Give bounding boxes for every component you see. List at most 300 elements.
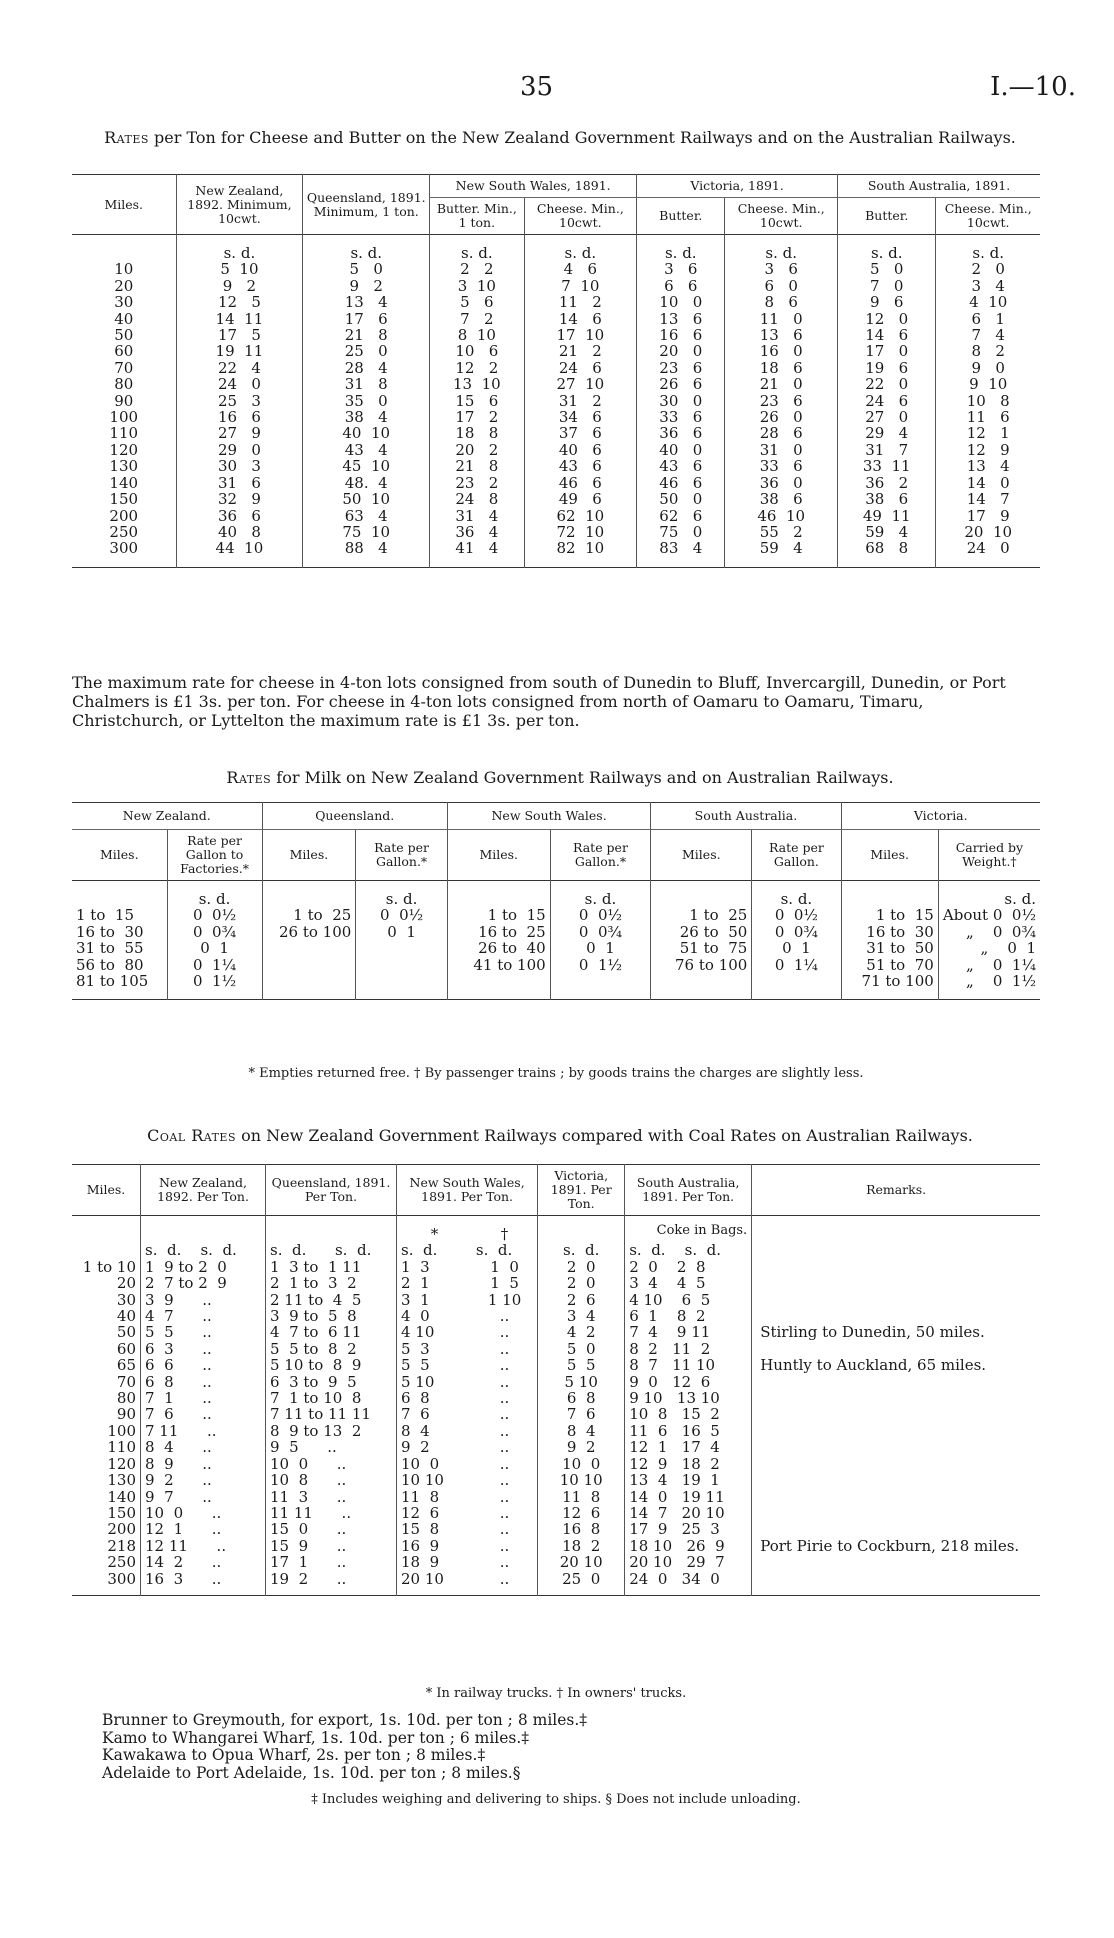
miles-cell: 140 <box>107 1487 136 1506</box>
table-row <box>72 327 1040 343</box>
rate-cell: 36 6 <box>176 508 303 524</box>
rate-cell: .. <box>499 1471 510 1490</box>
rate-cell: 6 8 <box>538 1390 625 1406</box>
rate-cell: 10 10 <box>397 1472 472 1488</box>
rate-cell: 23 6 <box>637 360 725 376</box>
sub-nsw-rate-header: Rate per Gallon.* <box>550 830 651 881</box>
rate-cell: 13 6 <box>637 311 725 327</box>
rate-cell: 43 6 <box>524 458 637 474</box>
rate-cell: 20 2 <box>430 442 524 458</box>
table-row <box>72 393 1040 409</box>
rate-cell: 14 7 20 10 <box>625 1505 752 1521</box>
rate-cell: 10 10 <box>538 1472 625 1488</box>
rate-cell: 3 6 <box>725 261 838 277</box>
rate-cell: 20 10 <box>936 524 1040 540</box>
table-row <box>72 1308 1040 1324</box>
rate-cell: 26 6 <box>637 376 725 392</box>
remarks-cell <box>752 1259 1040 1275</box>
rate-cell: 9 0 12 6 <box>625 1374 752 1390</box>
rate-cell: 36 0 <box>725 475 838 491</box>
unit-cell: s. d. <box>397 1242 472 1258</box>
rate-cell: 2 6 <box>538 1292 625 1308</box>
rate-cell: 1 9 to 2 0 <box>141 1259 266 1275</box>
rate-cell: 15 8 <box>397 1521 472 1537</box>
remarks-cell <box>752 1489 1040 1505</box>
rate-cell: 31 2 <box>524 393 637 409</box>
rate-cell: 13 4 19 1 <box>625 1472 752 1488</box>
sub-nsw-butter-header: Butter. Min., 1 ton. <box>430 198 524 235</box>
rate-cell: 6 3 .. <box>141 1341 266 1357</box>
miles-cell: 16 to 30 <box>841 924 938 940</box>
rate-cell: 31 8 <box>303 376 430 392</box>
rate-cell: 11 2 <box>524 294 637 310</box>
table-row <box>72 409 1040 425</box>
rate-cell: 20 10 <box>397 1571 472 1596</box>
rate-cell: 8 6 <box>725 294 838 310</box>
miles-cell: 70 <box>114 358 134 377</box>
miles-cell: 70 <box>116 1372 136 1391</box>
sub-sa-rate-header: Rate per Gallon. <box>752 830 841 881</box>
col-remarks-header: Remarks. <box>752 1165 1040 1216</box>
rate-cell: 5 6 <box>430 294 524 310</box>
rate-cell: 9 7 .. <box>141 1489 266 1505</box>
rate-cell: 8 7 11 10 <box>625 1357 752 1373</box>
rate-cell: 2 0 <box>538 1275 625 1291</box>
rate-cell: 24 8 <box>430 491 524 507</box>
rate-cell: .. <box>499 1323 510 1342</box>
rate-cell <box>356 973 448 1000</box>
rate-cell: 46 10 <box>725 508 838 524</box>
remarks-cell <box>752 1275 1040 1291</box>
rate-cell: 14 7 <box>936 491 1040 507</box>
milk-title-rest: for Milk on New Zealand Government Railways and on Australian Railways. <box>271 768 894 787</box>
rate-cell: 1 5 <box>490 1274 519 1293</box>
group-sa-header: South Australia. <box>651 803 841 830</box>
miles-cell: 51 to 75 <box>651 940 752 956</box>
remarks-cell <box>752 1292 1040 1308</box>
table-row <box>72 1406 1040 1422</box>
col-miles-header: Miles. <box>104 196 144 212</box>
rate-cell: 15 6 <box>430 393 524 409</box>
rate-cell: 12 1 17 4 <box>625 1439 752 1455</box>
sub-miles-header: Miles. <box>99 847 139 862</box>
unit-cell <box>447 881 550 908</box>
unit-cell: s. d. s. d. <box>266 1242 397 1258</box>
table-row <box>72 1374 1040 1390</box>
table-row <box>72 376 1040 392</box>
table-row <box>72 311 1040 327</box>
rate-cell: 5 10 <box>176 261 303 277</box>
rate-cell: 5 0 <box>538 1341 625 1357</box>
miles-cell: 200 <box>109 506 139 525</box>
miles-cell: 100 <box>107 1421 136 1440</box>
rate-cell: 12 1 .. <box>141 1521 266 1537</box>
unit-cell: s. d. <box>167 881 262 908</box>
remarks-cell <box>752 1554 1040 1570</box>
coal-title-prefix: Coal Rates <box>147 1126 236 1145</box>
table-row <box>72 1456 1040 1472</box>
miles-cell: 90 <box>116 1405 136 1424</box>
rate-cell: 7 6 <box>397 1406 472 1422</box>
rate-cell: 25 0 <box>538 1571 625 1596</box>
rate-cell: 11 11 .. <box>266 1505 397 1521</box>
remarks-cell <box>752 1505 1040 1521</box>
rate-cell: 2 1 to 3 2 <box>266 1275 397 1291</box>
rate-cell: 9 2 <box>397 1439 472 1455</box>
rate-cell: 5 0 <box>838 261 936 277</box>
col-nz-header: New Zealand, 1892. Per Ton. <box>141 1165 266 1216</box>
table-row <box>72 491 1040 507</box>
table-row <box>72 1439 1040 1455</box>
route-line: Kamo to Whangarei Wharf, 1s. 10d. per ton ; 6 miles.‡ <box>102 1728 530 1747</box>
rate-cell: 12 11 .. <box>141 1538 266 1554</box>
rate-cell: 40 6 <box>524 442 637 458</box>
rate-cell: 43 6 <box>637 458 725 474</box>
rate-cell: 24 6 <box>524 360 637 376</box>
rate-cell: 0 1¼ <box>752 957 841 973</box>
miles-cell: 130 <box>107 1471 136 1490</box>
rate-cell: 37 6 <box>524 425 637 441</box>
rate-cell: 6 6 .. <box>141 1357 266 1373</box>
miles-cell: 90 <box>114 391 134 410</box>
table-row <box>72 540 1040 567</box>
rate-cell: 5 5 .. <box>141 1324 266 1340</box>
rate-cell: 5 5 <box>397 1357 472 1373</box>
rate-cell: 13 6 <box>725 327 838 343</box>
rate-cell: 44 10 <box>176 540 303 567</box>
rate-cell: 9 0 <box>936 360 1040 376</box>
rate-cell: 48. 4 <box>303 475 430 491</box>
miles-cell: 150 <box>107 1503 136 1522</box>
sub-vic-rate-header: Carried by Weight.† <box>938 830 1040 881</box>
group-vic-header: Victoria, 1891. <box>637 175 838 198</box>
rate-cell: 7 6 .. <box>141 1406 266 1422</box>
symbol-cell <box>752 1216 1040 1243</box>
rate-cell: .. <box>499 1307 510 1326</box>
remarks-cell <box>752 1308 1040 1324</box>
rate-cell: 16 0 <box>725 343 838 359</box>
miles-cell: 110 <box>107 1438 136 1457</box>
rate-cell: 9 10 13 10 <box>625 1390 752 1406</box>
rate-cell: 3 6 <box>637 261 725 277</box>
miles-cell: 150 <box>109 490 139 509</box>
rate-cell: 20 10 29 7 <box>625 1554 752 1570</box>
rate-cell: 19 11 <box>176 343 303 359</box>
miles-cell: 30 <box>114 293 134 312</box>
miles-cell: 140 <box>109 473 139 492</box>
rate-cell: 32 9 <box>176 491 303 507</box>
miles-cell: 50 <box>114 326 134 345</box>
rate-cell: 33 6 <box>637 409 725 425</box>
rate-cell: 83 4 <box>637 540 725 567</box>
table-row <box>72 1571 1040 1596</box>
unit-cell: s. d. <box>475 1241 513 1260</box>
miles-cell: 65 <box>116 1356 136 1375</box>
table-row <box>72 1324 1040 1340</box>
remarks-cell <box>752 1390 1040 1406</box>
rate-cell: 24 6 <box>838 393 936 409</box>
rate-cell: 18 2 <box>538 1538 625 1554</box>
rate-cell: 36 6 <box>637 425 725 441</box>
group-vic-header: Victoria. <box>841 803 1040 830</box>
miles-cell: 300 <box>107 1569 136 1588</box>
rate-cell: „ 0 1½ <box>938 973 1040 1000</box>
remarks-cell <box>752 1423 1040 1439</box>
miles-cell: 40 <box>114 309 134 328</box>
group-nsw-header: New South Wales, 1891. <box>430 175 637 198</box>
rate-cell: 0 1 <box>356 924 448 940</box>
rate-cell: 38 4 <box>303 409 430 425</box>
rate-cell: 8 10 <box>430 327 524 343</box>
rate-cell: 21 8 <box>430 458 524 474</box>
rate-cell: 0 1¼ <box>167 957 262 973</box>
rate-cell: 21 8 <box>303 327 430 343</box>
sub-sa-cheese-header: Cheese. Min., 10cwt. <box>936 198 1040 235</box>
remarks-cell <box>752 1406 1040 1422</box>
rate-cell: 22 0 <box>838 376 936 392</box>
rate-cell: 21 0 <box>725 376 838 392</box>
miles-cell: 30 <box>116 1290 136 1309</box>
sub-miles-header: Miles. <box>651 830 752 881</box>
table-row <box>72 940 1040 956</box>
rate-cell: 7 10 <box>524 278 637 294</box>
rate-cell: 88 4 <box>303 540 430 567</box>
rate-cell: 4 2 <box>538 1324 625 1340</box>
miles-cell: 26 to 40 <box>447 940 550 956</box>
table-row <box>72 294 1040 310</box>
rate-cell: 4 10 <box>397 1324 472 1340</box>
route-line: Adelaide to Port Adelaide, 1s. 10d. per ton ; 8 miles.§ <box>102 1763 521 1782</box>
rate-cell: .. <box>499 1536 510 1555</box>
rate-cell: 59 4 <box>725 540 838 567</box>
miles-cell: 1 to 15 <box>76 906 134 925</box>
miles-cell: 51 to 70 <box>841 957 938 973</box>
rate-cell: 11 8 <box>397 1489 472 1505</box>
rate-cell: 15 0 .. <box>266 1521 397 1537</box>
rate-cell: 28 4 <box>303 360 430 376</box>
table-row <box>72 360 1040 376</box>
miles-cell: 250 <box>109 522 139 541</box>
rate-cell: 8 4 .. <box>141 1439 266 1455</box>
unit-row <box>72 881 1040 908</box>
rate-cell: 0 1½ <box>550 957 651 973</box>
rate-cell: 2 0 2 8 <box>625 1259 752 1275</box>
unit-cell: s. d. <box>752 881 841 908</box>
table-row <box>72 1505 1040 1521</box>
rate-cell: 5 5 to 8 2 <box>266 1341 397 1357</box>
rate-cell: 34 6 <box>524 409 637 425</box>
miles-cell: 50 <box>116 1323 136 1342</box>
rate-cell: .. <box>499 1553 510 1572</box>
rate-cell: 9 5 .. <box>266 1439 397 1455</box>
rate-cell: 17 2 <box>430 409 524 425</box>
rate-cell: 62 10 <box>524 508 637 524</box>
rate-cell: 40 8 <box>176 524 303 540</box>
symbol-cell <box>538 1216 625 1243</box>
rate-cell: 8 4 <box>397 1423 472 1439</box>
rate-cell: 18 9 <box>397 1554 472 1570</box>
rate-cell <box>356 940 448 956</box>
rate-cell: 24 0 <box>176 376 303 392</box>
cheese-title-rest: per Ton for Cheese and Butter on the New Zealand Government Railways and on the Australian Railways. <box>148 128 1016 147</box>
rate-cell: 7 4 9 11 <box>625 1324 752 1340</box>
rate-cell: .. <box>499 1487 510 1506</box>
rate-cell: 17 0 <box>838 343 936 359</box>
rate-cell: 9 2 <box>176 278 303 294</box>
miles-cell: 110 <box>109 424 139 443</box>
sub-sa-butter-header: Butter. <box>838 198 936 235</box>
rate-cell: 8 9 to 13 2 <box>266 1423 397 1439</box>
rate-cell: 6 3 to 9 5 <box>266 1374 397 1390</box>
rate-cell: 5 10 to 8 9 <box>266 1357 397 1373</box>
rate-cell: 21 2 <box>524 343 637 359</box>
rate-cell: 4 0 <box>397 1308 472 1324</box>
rate-cell: 22 4 <box>176 360 303 376</box>
rate-cell: 14 2 .. <box>141 1554 266 1570</box>
milk-rates-table <box>72 802 1040 1000</box>
rate-cell: 49 11 <box>838 508 936 524</box>
rate-cell: 41 4 <box>430 540 524 567</box>
sub-miles-header: Miles. <box>447 830 550 881</box>
miles-cell: 120 <box>107 1454 136 1473</box>
miles-cell: 250 <box>107 1553 136 1572</box>
rate-cell: 4 7 .. <box>141 1308 266 1324</box>
cheese-butter-rates-table <box>72 174 1040 568</box>
rate-cell: 17 1 .. <box>266 1554 397 1570</box>
rate-cell: 9 10 <box>936 376 1040 392</box>
rate-cell: 45 10 <box>303 458 430 474</box>
rate-cell: 3 9 .. <box>141 1292 266 1308</box>
rate-cell: 8 2 11 2 <box>625 1341 752 1357</box>
rate-cell: 31 7 <box>838 442 936 458</box>
rate-cell: 10 0 .. <box>141 1505 266 1521</box>
rate-cell: 27 9 <box>176 425 303 441</box>
rate-cell: 0 0¾ <box>167 924 262 940</box>
rate-cell: 3 1 <box>397 1292 472 1308</box>
group-nsw-header: New South Wales. <box>447 803 650 830</box>
rate-cell: 9 2 .. <box>141 1472 266 1488</box>
rate-cell: 3 4 4 5 <box>625 1275 752 1291</box>
rate-cell: 14 11 <box>176 311 303 327</box>
miles-cell: 41 to 100 <box>447 957 550 973</box>
rate-cell <box>752 973 841 1000</box>
rate-cell: 12 5 <box>176 294 303 310</box>
miles-cell <box>262 957 356 973</box>
rate-cell: .. <box>499 1520 510 1539</box>
rate-cell: 8 4 <box>538 1423 625 1439</box>
table-row <box>72 1521 1040 1537</box>
miles-cell: 200 <box>107 1520 136 1539</box>
remarks-cell: Port Pirie to Cockburn, 218 miles. <box>752 1538 1040 1554</box>
rate-cell: 3 9 to 5 8 <box>266 1308 397 1324</box>
rate-cell: 2 2 <box>430 261 524 277</box>
miles-cell: 218 <box>107 1536 136 1555</box>
rate-cell: „ 0 1¼ <box>938 957 1040 973</box>
rate-cell: 12 0 <box>838 311 936 327</box>
rate-cell: 24 0 34 0 <box>625 1571 752 1596</box>
rate-cell: 2 11 to 4 5 <box>266 1292 397 1308</box>
rate-cell: 11 3 .. <box>266 1489 397 1505</box>
unit-cell <box>72 235 176 262</box>
rate-cell: 6 1 8 2 <box>625 1308 752 1324</box>
miles-cell: 10 <box>114 260 134 279</box>
rate-cell: 33 6 <box>725 458 838 474</box>
rate-cell: 7 4 <box>936 327 1040 343</box>
remarks-cell <box>752 1521 1040 1537</box>
sub-miles-header: Miles. <box>262 830 356 881</box>
table-row <box>72 1292 1040 1308</box>
rate-cell: 13 4 <box>303 294 430 310</box>
rate-cell: 16 8 <box>538 1521 625 1537</box>
unit-cell <box>262 881 356 908</box>
rate-cell: 50 0 <box>637 491 725 507</box>
rate-cell: 7 6 <box>538 1406 625 1422</box>
rate-cell: 6 8 <box>397 1390 472 1406</box>
rate-cell: .. <box>499 1421 510 1440</box>
rate-cell: .. <box>499 1569 510 1588</box>
table-row <box>72 1275 1040 1291</box>
coal-table-body <box>72 1216 1040 1596</box>
rate-cell: „ 0 0¾ <box>938 924 1040 940</box>
group-sa-header: South Australia, 1891. <box>838 175 1040 198</box>
miles-cell: 16 to 25 <box>447 924 550 940</box>
rate-cell: 10 0 <box>538 1456 625 1472</box>
miles-cell: 31 to 55 <box>76 939 144 958</box>
page-number: 35 <box>520 72 554 102</box>
rate-cell: 7 11 .. <box>141 1423 266 1439</box>
rate-cell: 10 0 .. <box>266 1456 397 1472</box>
rate-cell: 8 9 .. <box>141 1456 266 1472</box>
col-nz-header: New Zealand, 1892. Minimum, 10cwt. <box>176 175 303 235</box>
rate-cell: 16 3 .. <box>141 1571 266 1596</box>
milk-title-prefix: Rates <box>226 768 272 787</box>
milk-table-body <box>72 881 1040 1000</box>
rate-cell: 0 0¾ <box>550 924 651 940</box>
rate-cell: 13 4 <box>936 458 1040 474</box>
miles-cell <box>651 973 752 1000</box>
table-row <box>72 1472 1040 1488</box>
rate-cell: 10 8 15 2 <box>625 1406 752 1422</box>
miles-cell: 80 <box>114 375 134 394</box>
rate-cell: 49 6 <box>524 491 637 507</box>
rate-cell: 24 0 <box>936 540 1040 567</box>
col-nsw-header: New South Wales, 1891. Per Ton. <box>397 1165 538 1216</box>
rate-cell: 20 0 <box>637 343 725 359</box>
rate-cell: 14 6 <box>524 311 637 327</box>
rate-cell: .. <box>499 1372 510 1391</box>
unit-cell: s. d. <box>303 235 430 262</box>
miles-cell: 26 to 100 <box>262 924 356 940</box>
group-qld-header: Queensland. <box>262 803 447 830</box>
rate-cell: 15 9 .. <box>266 1538 397 1554</box>
rate-cell: 11 8 <box>538 1489 625 1505</box>
coal-route-footnote: ‡ Includes weighing and delivering to ships. § Does not include unloading. <box>311 1792 801 1807</box>
rate-cell: .. <box>499 1339 510 1358</box>
rate-cell: 6 8 .. <box>141 1374 266 1390</box>
rate-cell: 17 5 <box>176 327 303 343</box>
miles-cell: 1 to 25 <box>262 907 356 923</box>
rate-cell: 9 2 <box>303 278 430 294</box>
rate-cell: 28 6 <box>725 425 838 441</box>
rate-cell: 10 0 <box>637 294 725 310</box>
rate-cell: .. <box>499 1503 510 1522</box>
rate-cell: 18 10 26 9 <box>625 1538 752 1554</box>
rate-cell: 4 10 6 5 <box>625 1292 752 1308</box>
coke-in-bags-label: Coke in Bags. <box>625 1216 752 1243</box>
unit-cell: s. d. s. d. <box>141 1242 266 1258</box>
remarks-cell <box>752 1341 1040 1357</box>
unit-cell <box>72 1242 141 1258</box>
